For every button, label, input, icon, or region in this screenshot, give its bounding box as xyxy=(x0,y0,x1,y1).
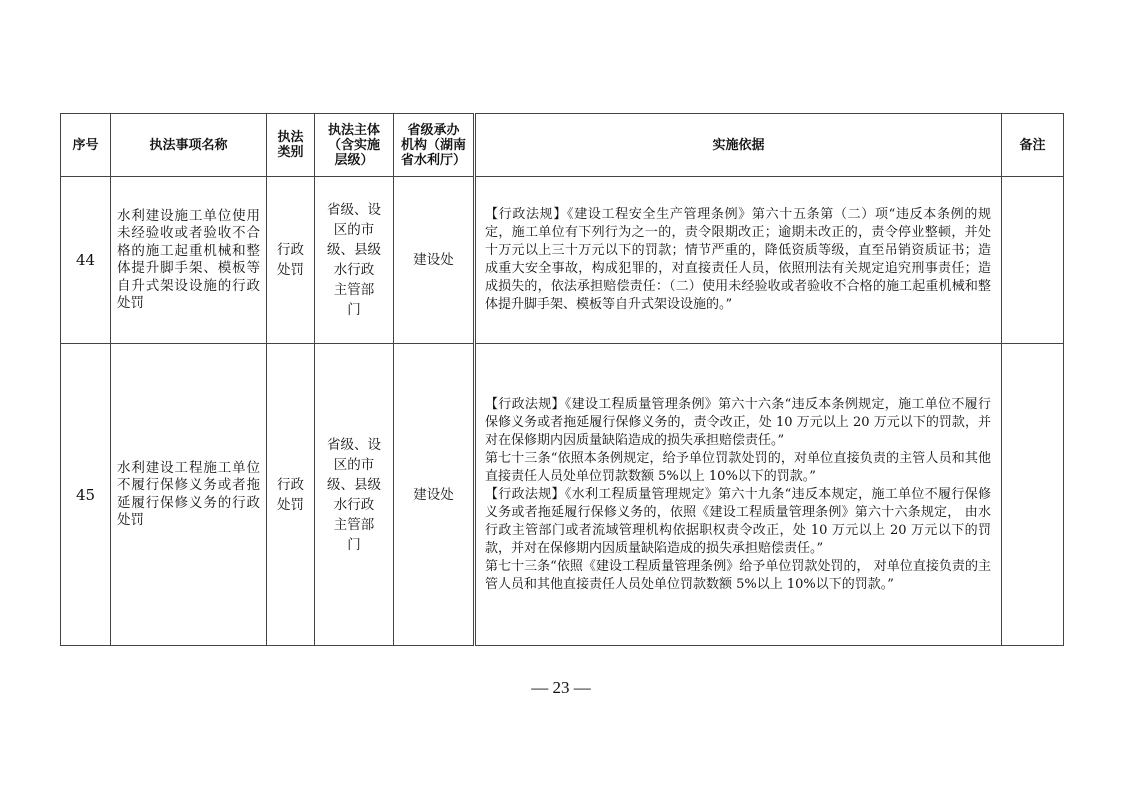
header-name: 执法事项名称 xyxy=(111,114,267,177)
row-note xyxy=(1002,177,1064,344)
basis-paragraph: 【行政法规】《建设工程质量管理条例》第六十六条“违反本条例规定，施工单位不履行保修义务或者拖延履行保修义务的，责令改正，处 10 万元以上 20 万元以下的罚款，并对在保修期内因质量缺陷造成的损失承担赔偿责任。” xyxy=(485,396,991,448)
basis-paragraph: 第七十三条“依照本条例规定，给予单位罚款处罚的，对单位直接负责的主管人员和其他直接责任人员处单位罚款数额 5%以上 10%以下的罚款。” xyxy=(485,450,991,484)
page-number: — 23 — xyxy=(531,678,591,697)
basis-paragraph: 【行政法规】《建设工程安全生产管理条例》第六十五条第（二）项“违反本条例的规定，施工单位有下列行为之一的，责令限期改正；逾期未改正的，责令停业整顿，并处十万元以上三十万元以下的罚款；情节严重的，降低资质等级，直至吊销资质证书；造成重大安全事故，构成犯罪的，对直接责任人员，依照刑法有关规定追究刑事责任；造成损失的，依法承担赔偿责任：（二）使用未经验收或者验收不合格的施工起重机械和整体提升脚手架、模板等自升式架设设施的。” xyxy=(485,207,991,312)
header-seq: 序号 xyxy=(61,114,111,177)
row-subject: 省级、设 区的市 级、县级 水行政 主管部 门 xyxy=(315,177,394,344)
row-category: 行政 处罚 xyxy=(267,177,315,344)
row-basis xyxy=(475,177,1002,344)
header-subject: 执法主体 （含实施 层级） xyxy=(315,114,394,177)
row-name: 水利建设工程施工单位不履行保修义务或者拖延履行保修义务的行政处罚 xyxy=(111,344,267,646)
header-note: 备注 xyxy=(1002,114,1064,177)
header-agency: 省级承办 机构（湖南 省水利厅） xyxy=(394,114,475,177)
enforcement-table xyxy=(60,113,1064,646)
basis-paragraph: 第七十三条“依照《建设工程质量管理条例》给予单位罚款处罚的， 对单位直接负责的主管人员和其他直接责任人员处单位罚款数额 5%以上 10%以下的罚款。” xyxy=(485,558,991,592)
table-row xyxy=(61,344,1064,646)
row-name: 水利建设施工单位使用未经验收或者验收不合格的施工起重机械和整体提升脚手架、模板等自升式架设设施的行政处罚 xyxy=(111,177,267,344)
header-category: 执法 类别 xyxy=(267,114,315,177)
row-category: 行政 处罚 xyxy=(267,344,315,646)
basis-paragraph: 【行政法规】《水利工程质量管理规定》第六十九条“违反本规定，施工单位不履行保修义务或者拖延履行保修义务的，依照《建设工程质量管理条例》第六十六条规定， 由水行政主管部门或者流域管理机构依据职权责令改正，处 10 万元以上 20 万元以下的罚款，并对在保修期内因质量缺陷造成的损失承担赔偿责任。” xyxy=(485,486,991,556)
row-note xyxy=(1002,344,1064,646)
row-basis xyxy=(475,344,1002,646)
table-row xyxy=(61,177,1064,344)
row-agency: 建设处 xyxy=(394,344,475,646)
row-seq: 44 xyxy=(61,177,111,344)
row-agency: 建设处 xyxy=(394,177,475,344)
row-seq: 45 xyxy=(61,344,111,646)
header-basis: 实施依据 xyxy=(475,114,1002,177)
header-row xyxy=(61,114,1064,177)
row-subject: 省级、设 区的市 级、县级 水行政 主管部 门 xyxy=(315,344,394,646)
